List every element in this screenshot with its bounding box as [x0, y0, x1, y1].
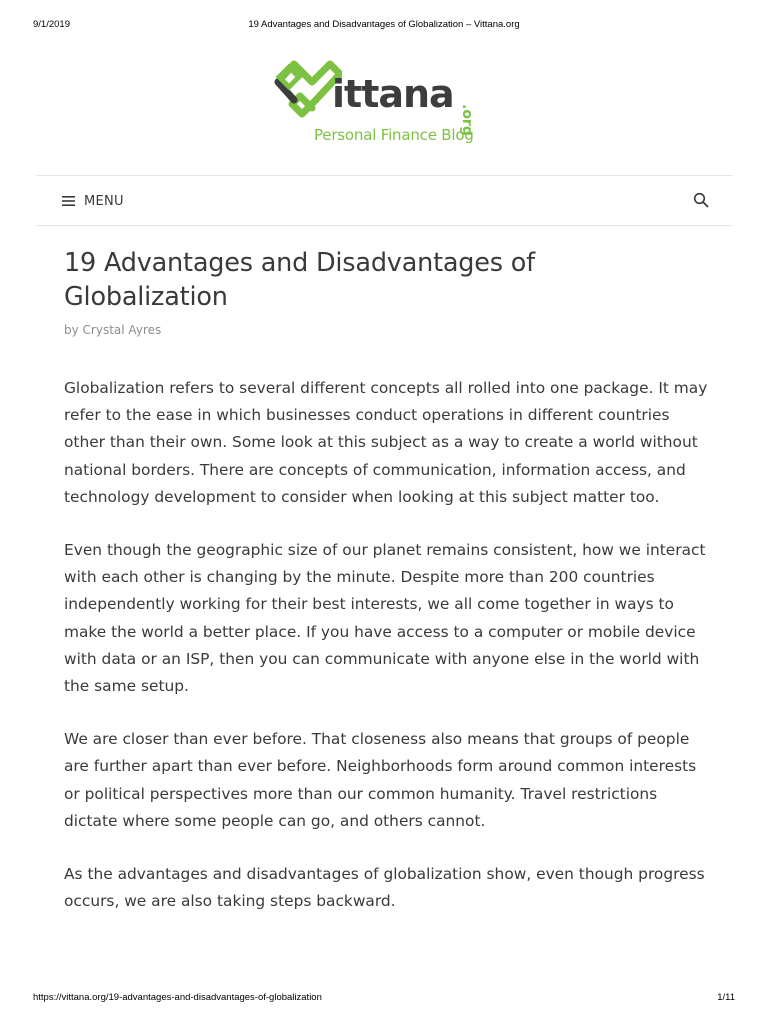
article-byline	[64, 323, 161, 337]
site-logo[interactable]	[272, 56, 498, 148]
author-link[interactable]: Crystal Ayres	[82, 323, 162, 337]
article-paragraph: We are closer than ever before. That closeness also means that groups of people are further apart than ever before. Neighborhoods form around common interests or political perspectives more than our common humanity. Travel restrictions dictate where some people can go, and others cannot.	[64, 730, 697, 830]
print-date: 9/1/2019	[33, 19, 70, 30]
logo-tagline: Personal Finance Blog	[314, 126, 474, 144]
byline-prefix: by	[64, 323, 79, 337]
article-paragraph: Globalization refers to several different concepts all rolled into one package. It may refer to the ease in which businesses conduct operations in different countries other than their own. Some look at this subject as a way to create a world without national borders. There are concepts of communication, information access, and technology development to consider when looking at this subject matter too.	[64, 379, 708, 506]
article-body	[64, 375, 714, 941]
print-url: https://vittana.org/19-advantages-and-disadvantages-of-globalization	[33, 992, 322, 1003]
article-title: 19 Advantages and Disadvantages of Globalization	[64, 248, 535, 312]
main-navigation	[36, 175, 733, 226]
article-paragraph: As the advantages and disadvantages of globalization show, even though progress occurs, we are also taking steps backward.	[64, 865, 705, 911]
print-page-title: 19 Advantages and Disadvantages of Globalization – Vittana.org	[248, 19, 520, 30]
logo-org: .org	[459, 104, 475, 136]
print-footer	[0, 992, 768, 1006]
menu-toggle-button[interactable]	[62, 192, 124, 210]
menu-label: MENU	[84, 193, 124, 209]
hamburger-icon	[62, 195, 75, 207]
print-page-number: 1/11	[717, 992, 735, 1003]
print-header	[0, 19, 768, 33]
article-paragraph: Even though the geographic size of our planet remains consistent, how we interact with each other is changing by the minute. Despite more than 200 countries independently working for their best interests, we all come together in ways to make the world a better place. If you have access to a computer or mobile device with data or an ISP, then you can communicate with anyone else in the world with the same setup.	[64, 541, 706, 696]
search-icon[interactable]	[693, 192, 709, 208]
logo-wordmark: ittana	[332, 72, 454, 116]
